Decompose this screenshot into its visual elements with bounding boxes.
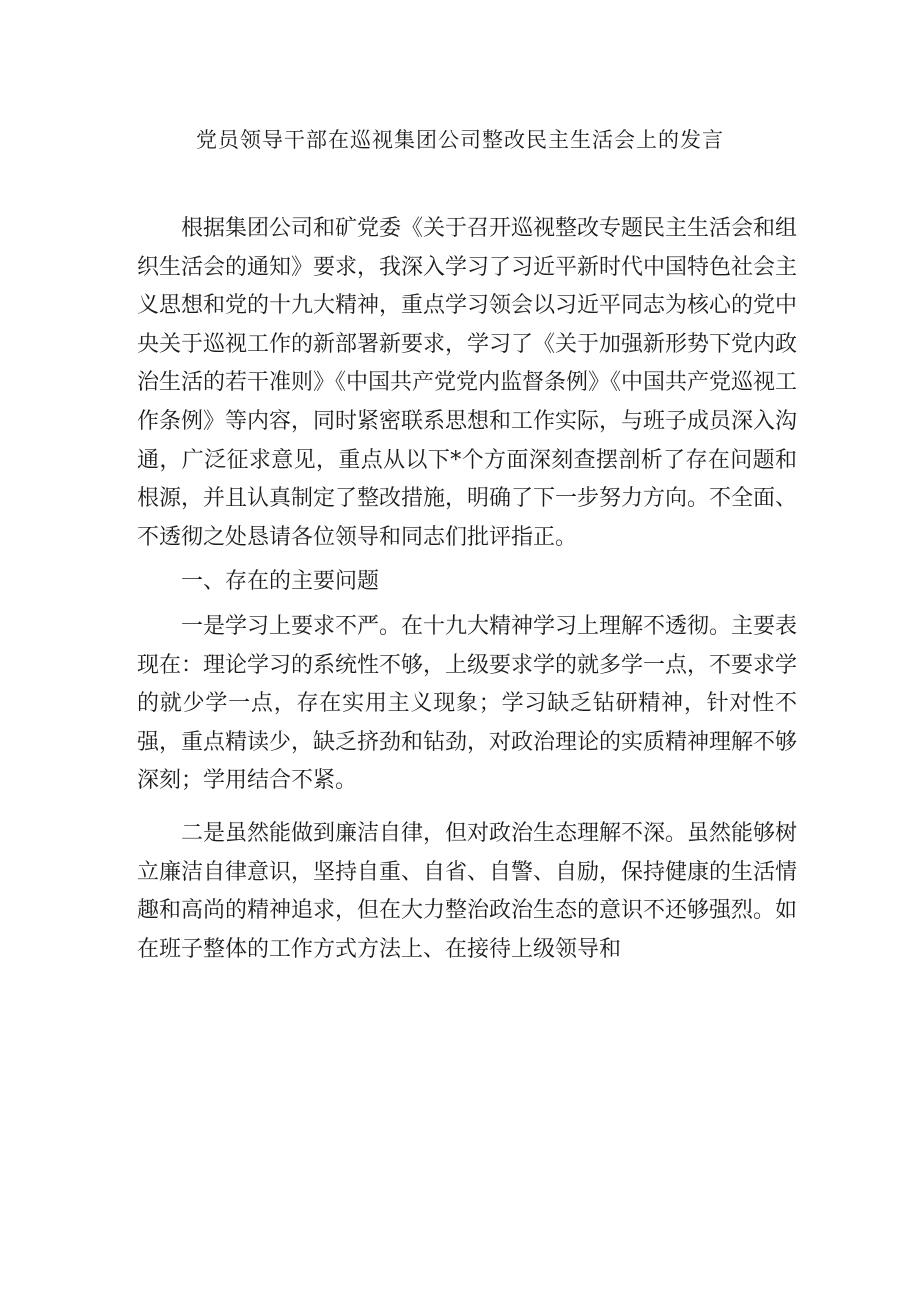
- problem-paragraph-1: 一是学习上要求不严。在十九大精神学习上理解不透彻。主要表现在：理论学习的系统性不够，上级要求学的就多学一点，不要求学的就少学一点，存在实用主义现象；学习缺乏钻研精神，针对性不强，重点精读少，缺乏挤劲和钻劲，对政治理论的实质精神理解不够深刻；学用结合不紧。: [137, 613, 798, 794]
- section-heading: 一、存在的主要问题: [181, 569, 380, 595]
- document-body: [137, 210, 797, 969]
- problem-paragraph-2: 二是虽然能做到廉洁自律，但对政治生态理解不深。虽然能够树立廉洁自律意识，坚持自重、自省、自警、自励，保持健康的生活情趣和高尚的精神追求，但在大力整治政治生态的意识不还够强烈。如在班子整体的工作方式方法上、在接待上级领导和: [137, 820, 798, 962]
- intro-paragraph: 根据集团公司和矿党委《关于召开巡视整改专题民主生活会和组织生活会的通知》要求，我深入学习了习近平新时代中国特色社会主义思想和党的十九大精神，重点学习领会以习近平同志为核心的党中央关于巡视工作的新部署新要求，学习了《关于加强新形势下党内政治生活的若干准则》《中国共产党党内监督条例》《中国共产党巡视工作条例》等内容，同时紧密联系思想和工作实际，与班子成员深入沟通，广泛征求意见，重点从以下*个方面深刻查摆剖析了存在问题和根源，并且认真制定了整改措施，明确了下一步努力方向。不全面、不透彻之处恳请各位领导和同志们批评指正。: [137, 216, 798, 550]
- document-title: 党员领导干部在巡视集团公司整改民主生活会上的发言: [196, 128, 724, 152]
